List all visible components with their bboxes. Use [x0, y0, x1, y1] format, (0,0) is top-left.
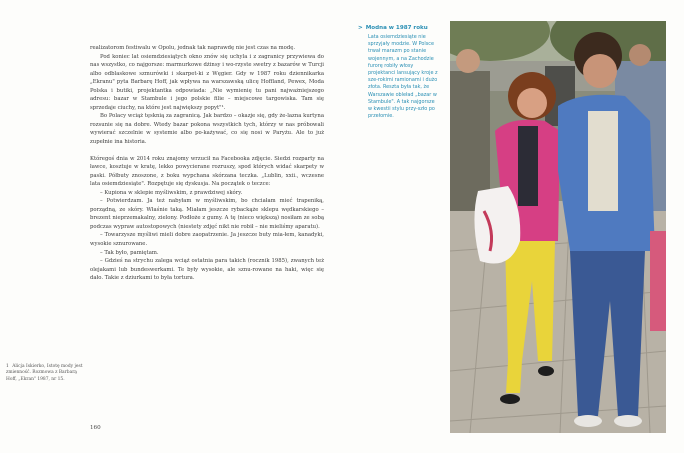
dialogue-line-1: – Kupiona w sklepie myśliwskim, z prawdziwej skóry.	[100, 189, 243, 196]
footnote-number: 1	[6, 364, 9, 369]
dialogue-line-4: – Tak było, pamiętam.	[100, 249, 159, 256]
main-text-column	[90, 44, 324, 283]
photo-caption	[358, 24, 440, 120]
street-couple-photo-icon	[450, 21, 666, 433]
caption-title	[358, 24, 440, 32]
footnote-text: Alicja Iskierko, Istotę mody jest zmienność. Rozmowa z Barbarą Hoff, „Ekran" 1987, nr 15.	[6, 364, 83, 382]
caption-body: Lata osiemdziesiąte nie sprzyjały modzie. W Polsce trwał marazm po stanie wojennym, a na Zachodzie furorę robiły włosy projektanci lansujący kroje z sze-rokimi ramionami i dużo złota. Reszta była tak, że Warszawie obleład „bazar w Stambule". A tak najgorsze w kwestii stylu przy-szło po przełomie.	[368, 34, 438, 120]
paragraph-opole: realizatorom festiwalu w Opolu, jednak tak naprawdę nie jest czas na modę.	[90, 45, 296, 51]
caption-title-text: Modna w 1987 roku	[365, 25, 428, 31]
dialogue-line-3: – Towarzysze myśliwi mieli dobre zaopatrzenie. Ja jeszcze buty mia-łem, kanadyki, wysokie sznurowane.	[90, 232, 324, 248]
dialogue-line-5: – Gdzieś na strychu zalega wciąż ostatnia para takich (rocznik 1985), zwanych też olejakami lub bundeswerkami. Te były wysokie, ale sznu-rowane na haki, więc się dało. Takie z dziurkami to była tortura.	[90, 258, 324, 282]
caption-arrow-icon: >	[358, 25, 363, 31]
dialogue-line-2: – Potwierdzam. Ja też nabyłam w myśliwskim, bo chciałam mieć trapeniką, porządną, ze skóry. Właśnie taką. Miałam jeszcze rybackąże sklepu wędkarskiego – brezent nieprzemakalny, zielony. Podłoże z gumy. A tę (nieco większą) nosiłam ze sobą podczas wypraw autostopowych (niestety zdjęć nikt nie robił – nie mieliśmy aparatu).	[90, 198, 324, 230]
paragraph-late-eighties: Pod koniec lat osiemdziesiątych okno znów się uchyla i z zagranicy przywiewa do nas wszystko, co najgorsze: marmurkowe dżinsy i wo-rzyste swetry z bazarów w Turcji albo odblaskowe szmurówki i skarpet-ki z Węgier. Gdy w 1987 roku dziennikarka „Ekranu" pyta Barbarę Hoff, jak wpływa na warszawską ulicę Hoffland, Pewex, Moda Polska i butiki, projektantka odpowiada: „Nie wymienię tu pani najważniejszego adresu: bazar w Stambule i jego polskie filie – miejscowe targowiska. Tam się sprzedaje ciuchy, na które jest największy popyt"¹.	[90, 53, 324, 111]
page-number: 160	[90, 425, 101, 431]
footnote	[6, 364, 84, 383]
paragraph-iron-curtain: Bo Polacy wciąż tęsknią za zagranicą. Jak bardzo – okazje się, gdy że-lazna kurtyna rozsunie się na dobre. Wtedy bazar pokona wszystkich tych, którzy w nas próbowali wywierać szczelnie w systemie albo po-każywać, co się nosi w Paryżu. Ale to już zupełnie ina historia.	[90, 113, 324, 146]
paragraph-facebook-photo: Któregoś dnia w 2014 roku znajomy wrzucił na Facebooka zdjęcie. Siedzi rozparty na ławce, kosztuje w kratę, lekko powycierane rozruszy, spod których widać skarpety w paski. Półbuty znoszone, z boku wypchana skórzana teczka. „Lublin, xxii., wczesne lata osiemdziesiąte". Rozpętuje się dyskusja. Na początek o teczce:	[90, 155, 324, 188]
street-couple-photo	[450, 21, 666, 433]
